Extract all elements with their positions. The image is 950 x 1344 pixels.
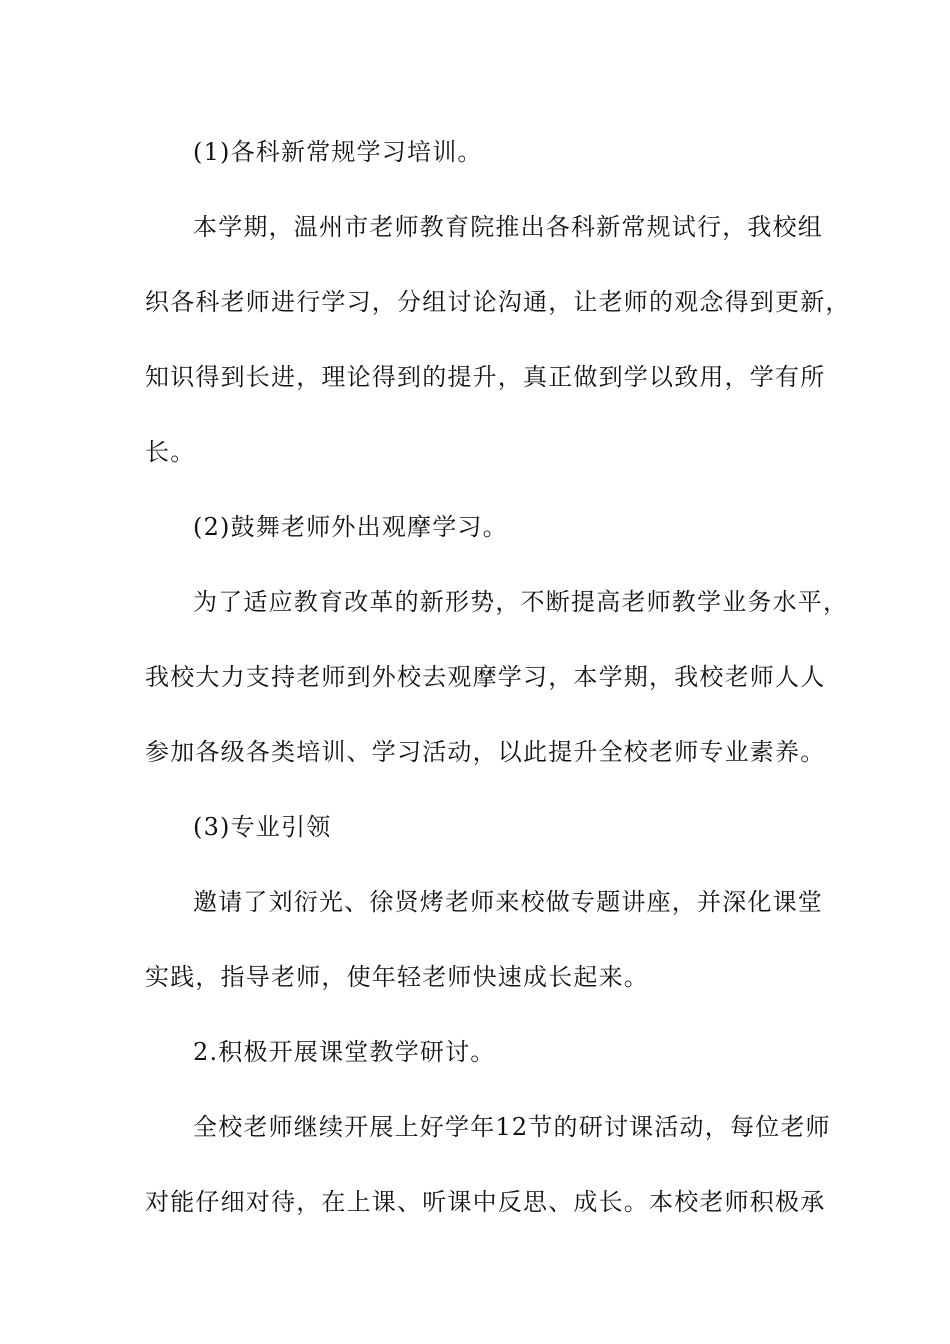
paragraph-line: 为了适应教育改革的新形势，不断提高老师教学业务水平， [193,588,849,616]
section-heading: 2.积极开展课堂教学研讨。 [193,1038,496,1066]
paragraph-line: 参加各级各类培训、学习活动，以此提升全校老师专业素养。 [145,738,826,766]
heading-3: (3)专业引领 [193,813,332,841]
heading-2: (2)鼓舞老师外出观摩学习。 [193,513,508,541]
heading-1: (1)各科新常规学习培训。 [193,138,483,166]
paragraph-line: 长。 [145,438,196,466]
paragraph-line: 邀请了刘衍光、徐贤烤老师来校做专题讲座，并深化课堂 [193,888,823,916]
paragraph-line: 实践，指导老师，使年轻老师快速成长起来。 [145,963,649,991]
paragraph-line: 全校老师继续开展上好学年12节的研讨课活动，每位老师 [193,1113,831,1141]
paragraph-line: 知识得到长进，理论得到的提升，真正做到学以致用，学有所 [145,363,826,391]
paragraph-line: 我校大力支持老师到外校去观摩学习，本学期，我校老师人人 [145,663,826,691]
paragraph-line: 对能仔细对待，在上课、听课中反思、成长。本校老师积极承 [145,1188,826,1216]
paragraph-line: 本学期，温州市老师教育院推出各科新常规试行，我校组 [193,213,823,241]
paragraph-line: 织各科老师进行学习，分组讨论沟通，让老师的观念得到更新， [145,288,851,316]
